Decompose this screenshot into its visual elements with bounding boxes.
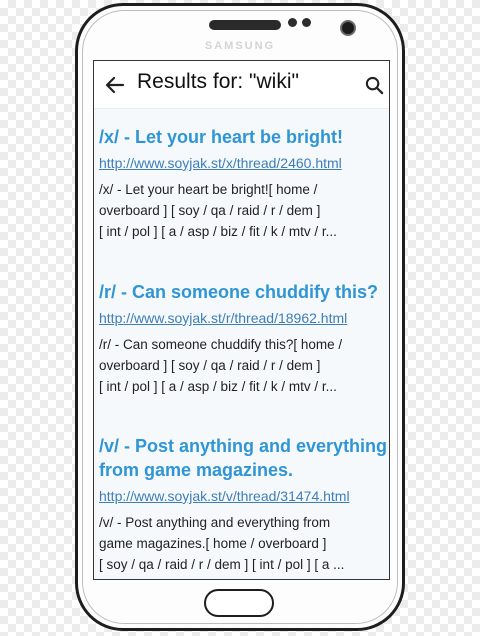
result-item[interactable]: [99, 125, 388, 242]
snippet-line: /r/ - Can someone chuddify this?[ home /: [99, 337, 343, 352]
result-item[interactable]: [99, 280, 388, 397]
search-button[interactable]: [360, 71, 388, 99]
snippet-line: /x/ - Let your heart be bright![ home /: [99, 182, 318, 197]
result-snippet: [99, 334, 388, 397]
earpiece-speaker: [209, 20, 281, 30]
proximity-sensor: [288, 18, 297, 27]
snippet-line: [ int / pol ] [ a / asp / biz / fit / k / mtv / r...: [99, 379, 337, 394]
back-button[interactable]: [100, 70, 130, 100]
result-url-link[interactable]: http://www.soyjak.st/v/thread/31474.html: [99, 488, 350, 504]
brand-logo: SAMSUNG: [204, 40, 276, 52]
snippet-line: game magazines.[ home / overboard ]: [99, 536, 327, 551]
snippet-line: [ soy / qa / raid / r / dem ] [ int / pol ] [ a ...: [99, 557, 345, 572]
result-url-link[interactable]: http://www.soyjak.st/x/thread/2460.html: [99, 155, 342, 171]
app-bar: [94, 61, 389, 109]
result-title-line: /x/ - Let your heart be bright!: [99, 127, 344, 147]
result-snippet: [99, 512, 388, 575]
light-sensor: [302, 18, 311, 27]
snippet-line: [ int / pol ] [ a / asp / biz / fit / k / mtv / r...: [99, 224, 337, 239]
result-title-line: /v/ - Post anything and everything: [99, 436, 388, 456]
result-title-line: /r/ - Can someone chuddify this?: [99, 282, 379, 302]
result-item[interactable]: [99, 434, 388, 575]
snippet-line: /v/ - Post anything and everything from: [99, 515, 331, 530]
result-url-link[interactable]: http://www.soyjak.st/r/thread/18962.html: [99, 310, 348, 326]
home-button[interactable]: [204, 589, 274, 617]
result-snippet: [99, 179, 388, 242]
search-icon: [365, 76, 384, 95]
arrow-left-icon: [105, 75, 125, 95]
result-title[interactable]: [99, 125, 388, 149]
result-title[interactable]: [99, 434, 388, 482]
result-title-line: from game magazines.: [99, 460, 294, 480]
snippet-line: overboard ] [ soy / qa / raid / r / dem ]: [99, 358, 321, 373]
page-title: Results for: "wiki": [137, 70, 299, 93]
phone-screen: [93, 60, 390, 580]
front-camera: [340, 20, 356, 36]
result-title[interactable]: [99, 280, 388, 304]
results-list: [94, 109, 389, 579]
snippet-line: overboard ] [ soy / qa / raid / r / dem ]: [99, 203, 321, 218]
